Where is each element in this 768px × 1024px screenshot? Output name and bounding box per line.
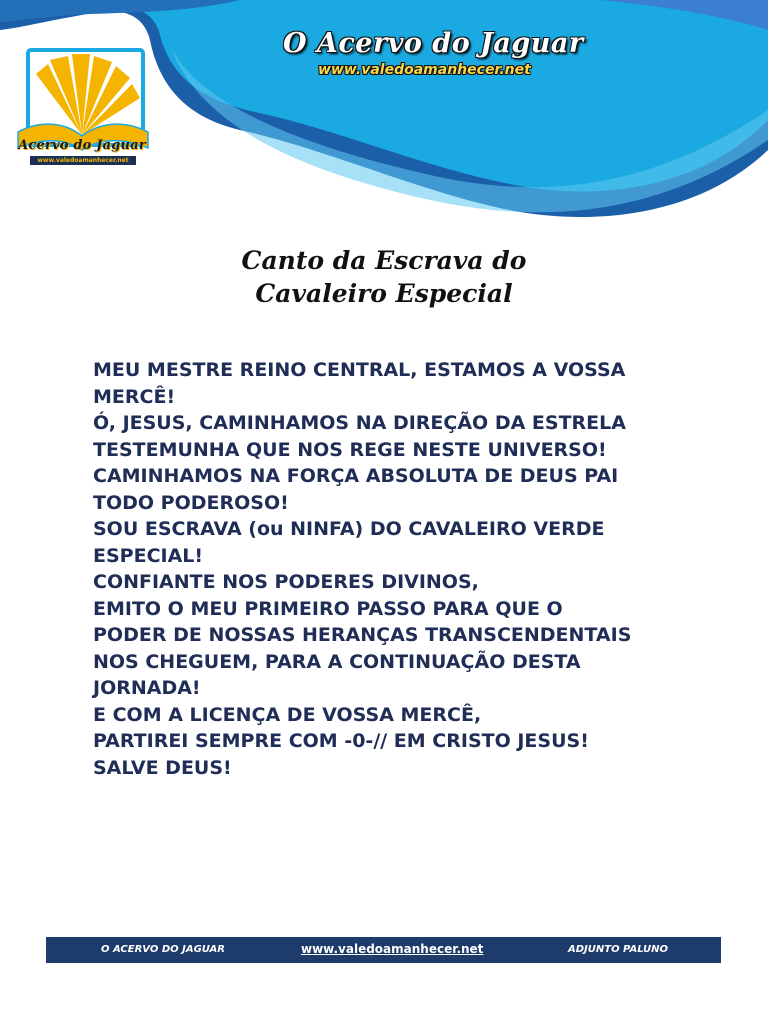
footer-right-text: ADJUNTO PALUNO (568, 944, 669, 955)
text-line: TODO PODEROSO! (93, 491, 289, 514)
text-line: E COM A LICENÇA DE VOSSA MERCÊ, (93, 703, 482, 726)
text-line: EMITO O MEU PRIMEIRO PASSO PARA QUE O (93, 597, 563, 620)
footer-left-text: O ACERVO DO JAGUAR (101, 944, 225, 955)
document-title-line-2: Cavaleiro Especial (255, 279, 513, 308)
site-title: O Acervo do Jaguar (283, 28, 584, 59)
text-line: NOS CHEGUEM, PARA A CONTINUAÇÃO DESTA (93, 650, 581, 673)
text-line: PODER DE NOSSAS HERANÇAS TRANSCENDENTAIS (93, 624, 632, 646)
text-line: TESTEMUNHA QUE NOS REGE NESTE UNIVERSO! (93, 438, 607, 461)
site-url-link[interactable]: www.valedoamanhecer.net (318, 62, 531, 78)
text-line: Ó, JESUS, CAMINHAMOS NA DIREÇÃO DA ESTRELA (93, 412, 626, 434)
logo-subcaption: www.valedoamanhecer.net (30, 156, 136, 165)
chant-text (93, 357, 673, 781)
footer-bar (46, 937, 721, 963)
text-line: ESPECIAL! (93, 544, 204, 567)
document-title (0, 244, 768, 310)
text-line: CONFIANTE NOS PODERES DIVINOS, (93, 571, 479, 593)
text-line: SALVE DEUS! (93, 756, 232, 779)
text-line: MERCÊ! (93, 385, 176, 408)
document-title-line-1: Canto da Escrava do (241, 246, 527, 275)
text-line: MEU MESTRE REINO CENTRAL, ESTAMOS A VOSSA (93, 359, 626, 381)
text-line: JORNADA! (93, 677, 201, 699)
text-line: PARTIREI SEMPRE COM -0-// EM CRISTO JESUS! (93, 730, 589, 752)
text-line: SOU ESCRAVA (ou NINFA) DO CAVALEIRO VERDE (93, 518, 605, 540)
footer-url-link[interactable]: www.valedoamanhecer.net (301, 942, 484, 956)
logo-caption: Acervo do Jaguar (18, 138, 146, 153)
text-line: CAMINHAMOS NA FORÇA ABSOLUTA DE DEUS PAI (93, 465, 619, 487)
